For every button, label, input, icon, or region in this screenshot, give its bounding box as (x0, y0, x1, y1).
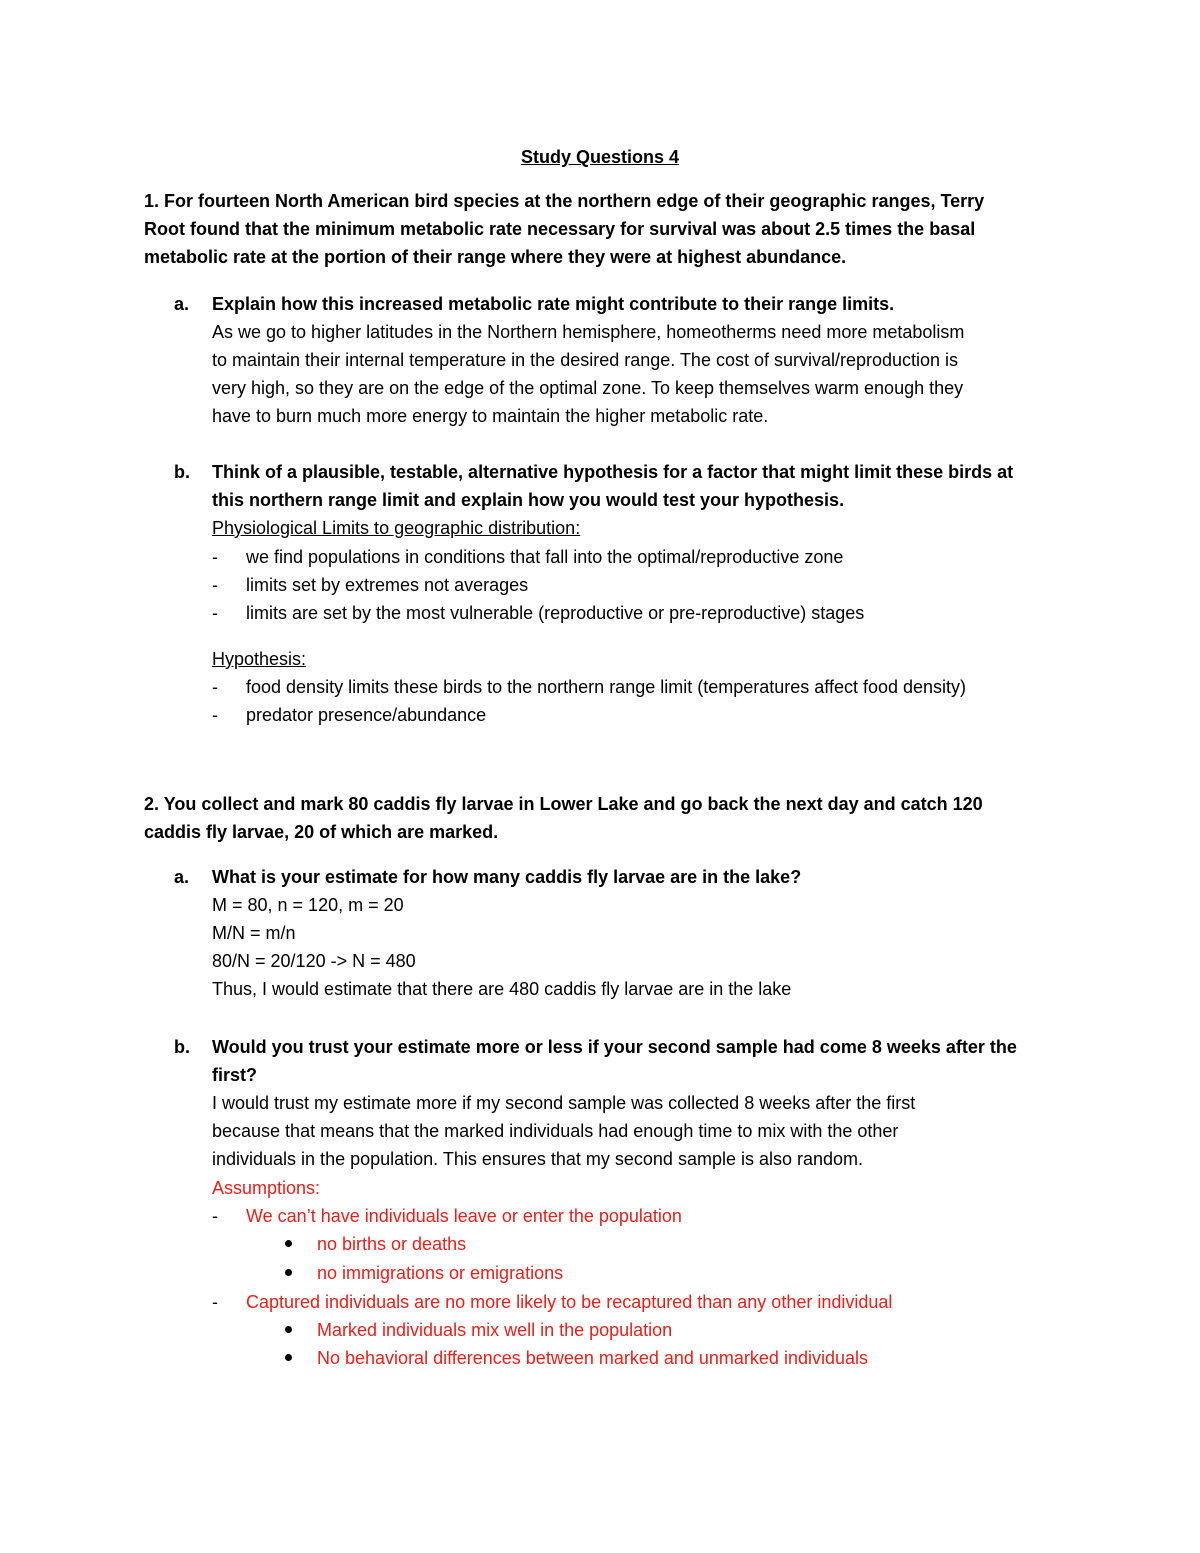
q1b-heading-hypothesis: Hypothesis: (212, 649, 307, 669)
bullet-icon (285, 1354, 292, 1361)
bullet-icon (285, 1240, 292, 1247)
bullet-icon (285, 1326, 292, 1333)
q1b-question-line-2: this northern range limit and explain how you would test your hypothesis. (212, 490, 845, 510)
list-dash: - (212, 705, 218, 725)
assumption-1-bullet-1: no births or deaths (317, 1234, 467, 1254)
page-title: Study Questions 4 (520, 147, 680, 167)
q1b-heading-physiological: Physiological Limits to geographic distribution: (212, 518, 581, 538)
bullet-icon (285, 1269, 292, 1276)
q2-stem-line-2: caddis fly larvae, 20 of which are marked. (144, 822, 499, 842)
q2a-answer-line-1: M = 80, n = 120, m = 20 (212, 895, 404, 915)
q2a-answer-line-2: M/N = m/n (212, 923, 296, 943)
q2a-label: a. (174, 867, 190, 887)
q2b-question-line-2: first? (212, 1065, 257, 1085)
list-dash: - (212, 1206, 218, 1226)
list-dash: - (212, 603, 218, 623)
list-dash: - (212, 575, 218, 595)
q1b-list2-item-2: predator presence/abundance (246, 705, 487, 725)
q2b-answer-line-1: I would trust my estimate more if my second sample was collected 8 weeks after the first (212, 1093, 916, 1113)
q1a-answer-line-3: very high, so they are on the edge of the optimal zone. To keep themselves warm enough they (212, 378, 964, 398)
q1b-list1-item-3: limits are set by the most vulnerable (reproductive or pre-reproductive) stages (246, 603, 865, 623)
q1a-answer-line-4: have to burn much more energy to maintain the higher metabolic rate. (212, 406, 769, 426)
assumption-1: We can’t have individuals leave or enter the population (246, 1206, 682, 1226)
q2b-question-line-1: Would you trust your estimate more or less if your second sample had come 8 weeks after the (212, 1037, 1017, 1057)
assumptions-heading: Assumptions: (212, 1178, 321, 1198)
q1-stem-line-2: Root found that the minimum metabolic rate necessary for survival was about 2.5 times the basal (144, 219, 976, 239)
q2a-answer-line-3: 80/N = 20/120 -> N = 480 (212, 951, 416, 971)
q1a-label: a. (174, 294, 190, 314)
assumption-2: Captured individuals are no more likely to be recaptured than any other individual (246, 1292, 893, 1312)
q1b-list1-item-2: limits set by extremes not averages (246, 575, 529, 595)
q2-stem-line-1: 2. You collect and mark 80 caddis fly larvae in Lower Lake and go back the next day and catch 120 (144, 794, 983, 814)
q1-stem-line-1: 1. For fourteen North American bird species at the northern edge of their geographic ranges, Terry (144, 191, 985, 211)
assumption-2-bullet-2: No behavioral differences between marked and unmarked individuals (317, 1348, 868, 1368)
q1b-question-line-1: Think of a plausible, testable, alternative hypothesis for a factor that might limit these birds at (212, 462, 1014, 482)
q1b-list1-item-1: we find populations in conditions that fall into the optimal/reproductive zone (246, 547, 844, 567)
q1a-answer-line-2: to maintain their internal temperature in the desired range. The cost of survival/reproduction is (212, 350, 959, 370)
q2b-label: b. (174, 1037, 190, 1057)
list-dash: - (212, 547, 218, 567)
q1a-answer-line-1: As we go to higher latitudes in the Northern hemisphere, homeotherms need more metabolism (212, 322, 965, 342)
assumption-2-bullet-1: Marked individuals mix well in the population (317, 1320, 673, 1340)
list-dash: - (212, 1292, 218, 1312)
q2a-answer-line-4: Thus, I would estimate that there are 480 caddis fly larvae are in the lake (212, 979, 792, 999)
q1b-label: b. (174, 462, 190, 482)
q1-stem-line-3: metabolic rate at the portion of their range where they were at highest abundance. (144, 247, 847, 267)
q1a-question: Explain how this increased metabolic rate might contribute to their range limits. (212, 294, 895, 314)
list-dash: - (212, 677, 218, 697)
assumption-1-bullet-2: no immigrations or emigrations (317, 1263, 564, 1283)
q2a-question: What is your estimate for how many caddis fly larvae are in the lake? (212, 867, 802, 887)
q2b-answer-line-2: because that means that the marked individuals had enough time to mix with the other (212, 1121, 899, 1141)
q1b-list2-item-1: food density limits these birds to the northern range limit (temperatures affect food density) (246, 677, 967, 697)
q2b-answer-line-3: individuals in the population. This ensures that my second sample is also random. (212, 1149, 864, 1169)
